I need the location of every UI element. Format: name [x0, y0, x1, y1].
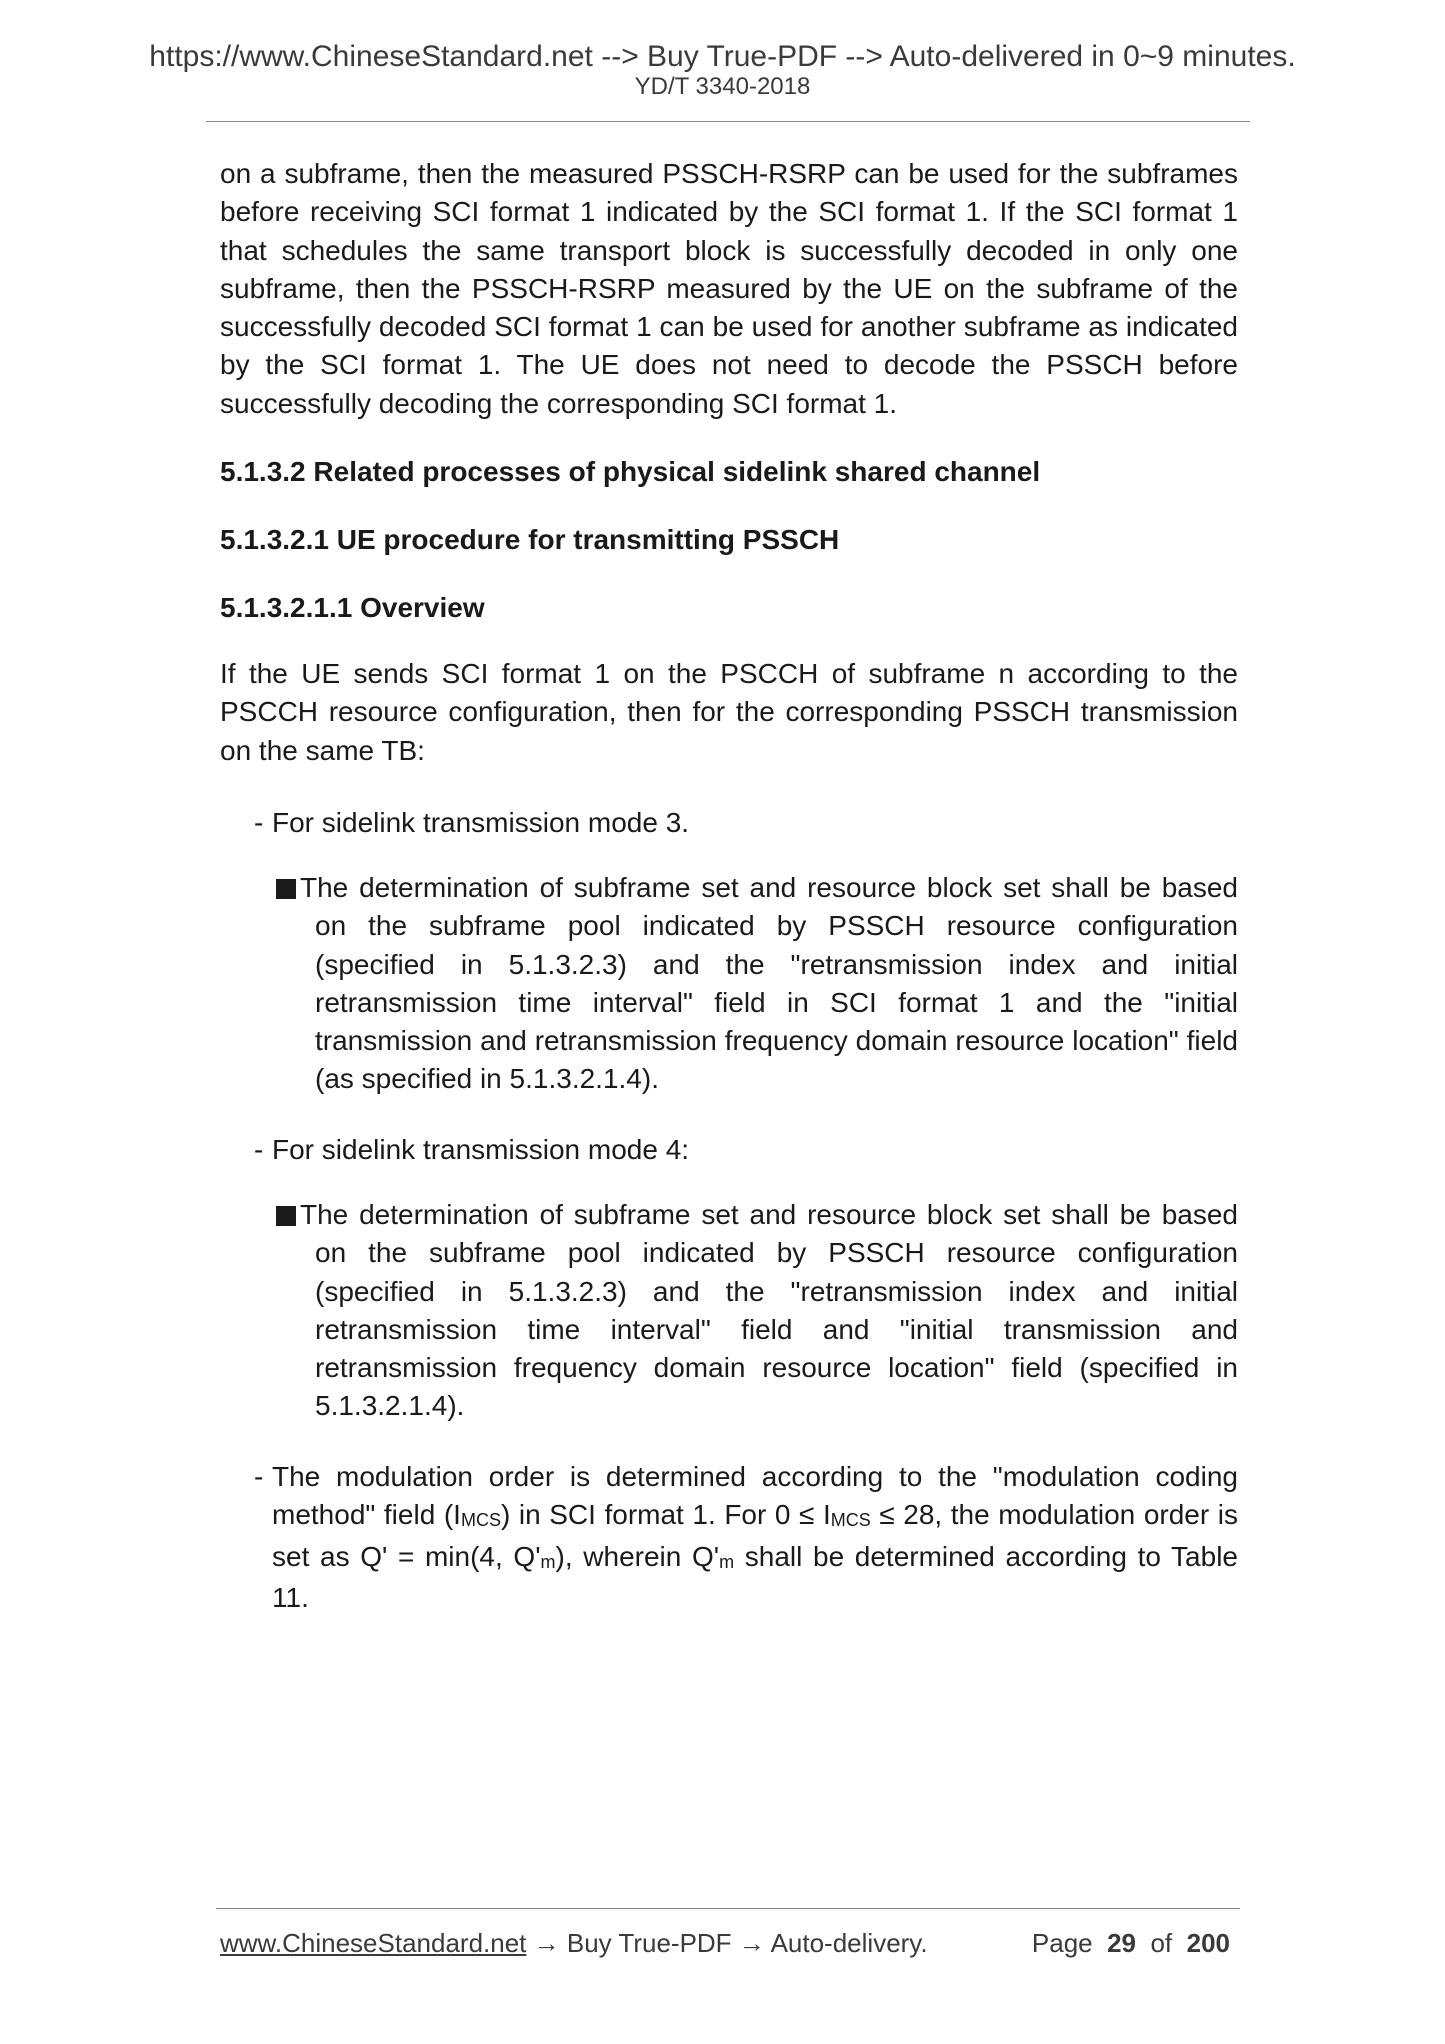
dash-marker: - — [254, 1134, 264, 1165]
dash-marker: - — [254, 807, 264, 838]
dash-marker: - — [254, 1461, 264, 1492]
current-page-number: 29 — [1107, 1928, 1137, 1958]
list-item-text: The modulation order is determined according to the "modulation coding method" field $(I_{MCS})$ in SCI format 1. For $0 \le I_{MCS} \le 28$, the modulation order is set as Q' = min(4, $Q'_m$), wherein $Q'_m$ shall be determined according to Table 11. — [272, 1461, 1238, 1613]
footer-divider — [216, 1908, 1240, 1909]
page-counter: Page 29 of 200 — [1031, 1928, 1230, 1958]
sub-bullet-first-line: The determination of subframe set and resource block set shall be based — [300, 872, 1238, 903]
list-item-text: For sidelink transmission mode 3. — [272, 807, 690, 838]
list-item-mode-4 — [254, 1131, 1238, 1169]
square-bullet-icon — [276, 879, 296, 899]
sub-bullet-text: on the subframe pool indicated by PSSCH resource configuration (specified in 5.1.3.2.3) and the "retransmission index and initial retransmission time interval" field in SCI format 1 and the "initial transmission and retransmission frequency domain resource location" field (as specified in 5.1.3.2.1.4). — [315, 910, 1238, 1095]
standard-id: YD/T 3340-2018 — [634, 73, 811, 100]
source-banner: https://www.ChineseStandard.net --> Buy True-PDF --> Auto-delivered in 0~9 minutes. — [149, 40, 1296, 73]
section-heading-5-1-3-2-1: 5.1.3.2.1 UE procedure for transmitting PSSCH — [220, 524, 840, 555]
footer-promo-text: → Buy True-PDF → Auto-delivery. — [526, 1928, 928, 1958]
section-heading-5-1-3-2: 5.1.3.2 Related processes of physical sidelink shared channel — [220, 456, 1041, 487]
sub-bullet-text: on the subframe pool indicated by PSSCH resource configuration (specified in 5.1.3.2.3) and the "retransmission index and initial retransmission time interval" field and "initial transmission and retransmission frequency domain resource location" field (specified in 5.1.3.2.1.4). — [315, 1237, 1238, 1422]
list-item-mode-3 — [254, 804, 1238, 842]
square-bullet-icon — [276, 1206, 296, 1226]
header-divider — [206, 121, 1250, 122]
sub-bullet-mode-4 — [276, 1196, 1238, 1426]
overview-paragraph: If the UE sends SCI format 1 on the PSCCH of subframe n according to the PSCCH resource configuration, then for the corresponding PSSCH transmission on the same TB: — [220, 658, 1238, 766]
list-item-modulation-order — [254, 1458, 1238, 1617]
sub-bullet-first-line: The determination of subframe set and resource block set shall be based — [300, 1199, 1238, 1230]
footer-promo — [220, 1927, 928, 1959]
list-item-text: For sidelink transmission mode 4: — [272, 1134, 690, 1165]
sub-bullet-mode-3 — [276, 869, 1238, 1099]
footer-site-link[interactable]: www.ChineseStandard.net — [220, 1928, 527, 1958]
paragraph-continuation: on a subframe, then the measured PSSCH-RSRP can be used for the subframes before receiving SCI format 1 indicated by the SCI format 1. If the SCI format 1 that schedules the same transport block is successfully decoded in only one subframe, then the PSSCH-RSRP measured by the UE on the subframe of the successfully decoded SCI format 1 can be used for another subframe as indicated by the SCI format 1. The UE does not need to decode the PSSCH before successfully decoding the corresponding SCI format 1. — [220, 158, 1238, 419]
total-page-count: 200 — [1186, 1928, 1230, 1958]
section-heading-5-1-3-2-1-1: 5.1.3.2.1.1 Overview — [220, 592, 485, 623]
